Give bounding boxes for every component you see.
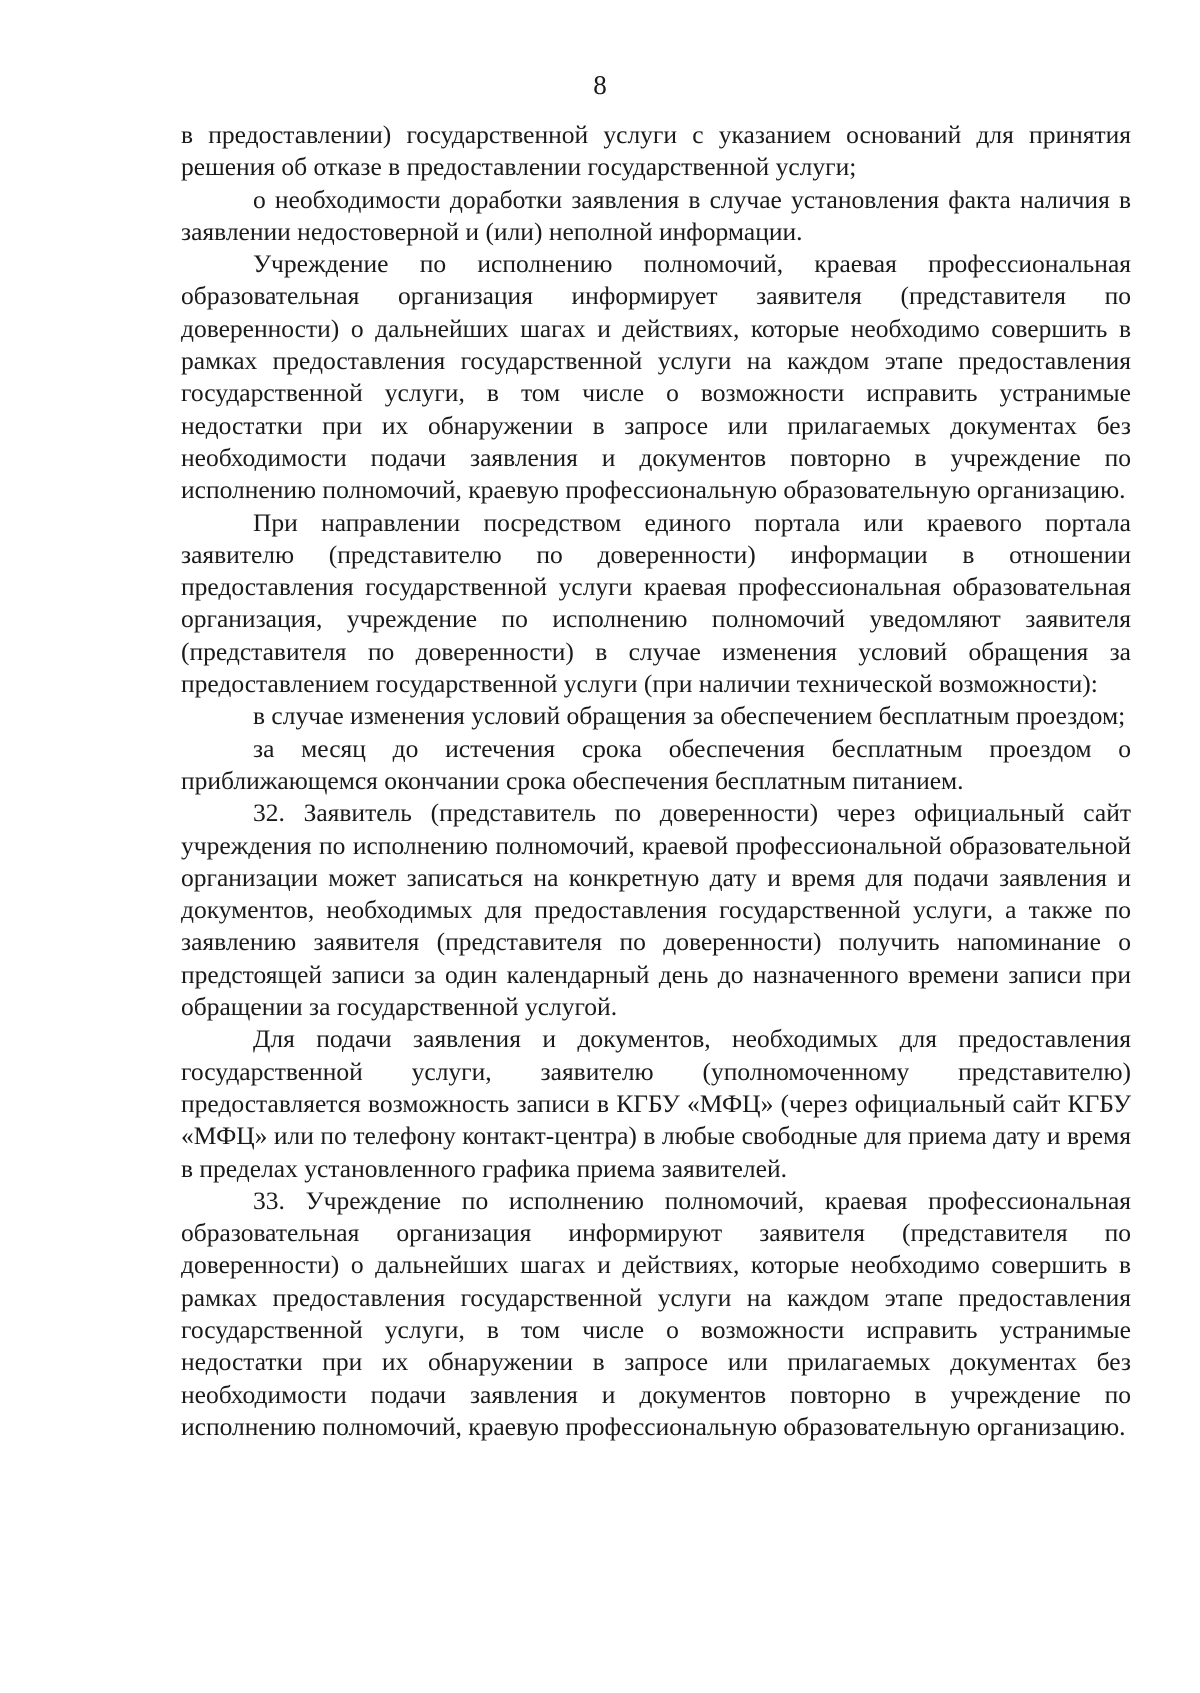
paragraph-item-32: 32. Заявитель (представитель по доверенности) через официальный сайт учреждения по исполнению полномочий, краевой профессиональной образовательной организации может записаться на конкретную дату и время для подачи заявления и документов, необходимых для предоставления государственной услуги, а также по заявлению заявителя (представителя по доверенности) получить напоминание о предстоящей записи за один календарный день до назначенного времени записи при обращении за государственной услугой. <box>181 798 1131 1022</box>
paragraph: Учреждение по исполнению полномочий, краевая профессиональная образовательная организация информирует заявителя (представителя по доверенности) о дальнейших шагах и действиях, которые необходимо совершить в рамках предоставления государственной услуги на каждом этапе предоставления государственной услуги, в том числе о возможности исправить устранимые недостатки при их обнаружении в запросе или прилагаемых документах без необходимости подачи заявления и документов повторно в учреждение по исполнению полномочий, краевую профессиональную образовательную организацию. <box>181 249 1131 505</box>
paragraph: за месяц до истечения срока обеспечения бесплатным проездом о приближающемся окончании срока обеспечения бесплатным питанием. <box>181 733 1131 795</box>
document-body <box>181 119 1131 1443</box>
paragraph-item-33: 33. Учреждение по исполнению полномочий, краевая профессиональная образовательная организация информируют заявителя (представителя по доверенности) о дальнейших шагах и действиях, которые необходимо совершить в рамках предоставления государственной услуги на каждом этапе предоставления государственной услуги, в том числе о возможности исправить устранимые недостатки при их обнаружении в запросе или прилагаемых документах без необходимости подачи заявления и документов повторно в учреждение по исполнению полномочий, краевую профессиональную образовательную организацию. <box>181 1185 1131 1441</box>
paragraph: Для подачи заявления и документов, необходимых для предоставления государственной услуги, заявителю (уполномоченному представителю) предоставляется возможность записи в КГБУ «МФЦ» (через официальный сайт КГБУ «МФЦ» или по телефону контакт-центра) в любые свободные для приема дату и время в пределах установленного графика приема заявителей. <box>181 1024 1131 1183</box>
paragraph: При направлении посредством единого портала или краевого портала заявителю (представителю по доверенности) информации в отношении предоставления государственной услуги краевая профессиональная образовательная организация, учреждение по исполнению полномочий уведомляют заявителя (представителя по доверенности) в случае изменения условий обращения за предоставлением государственной услуги (при наличии технической возможности): <box>181 507 1131 699</box>
paragraph: в случае изменения условий обращения за обеспечением бесплатным проездом; <box>253 701 1126 731</box>
page-number: 8 <box>593 70 607 100</box>
paragraph: о необходимости доработки заявления в случае установления факта наличия в заявлении недостоверной и (или) неполной информации. <box>181 184 1131 246</box>
paragraph-continuation: в предоставлении) государственной услуги с указанием оснований для принятия решения об отказе в предоставлении государственной услуги; <box>181 120 1131 182</box>
